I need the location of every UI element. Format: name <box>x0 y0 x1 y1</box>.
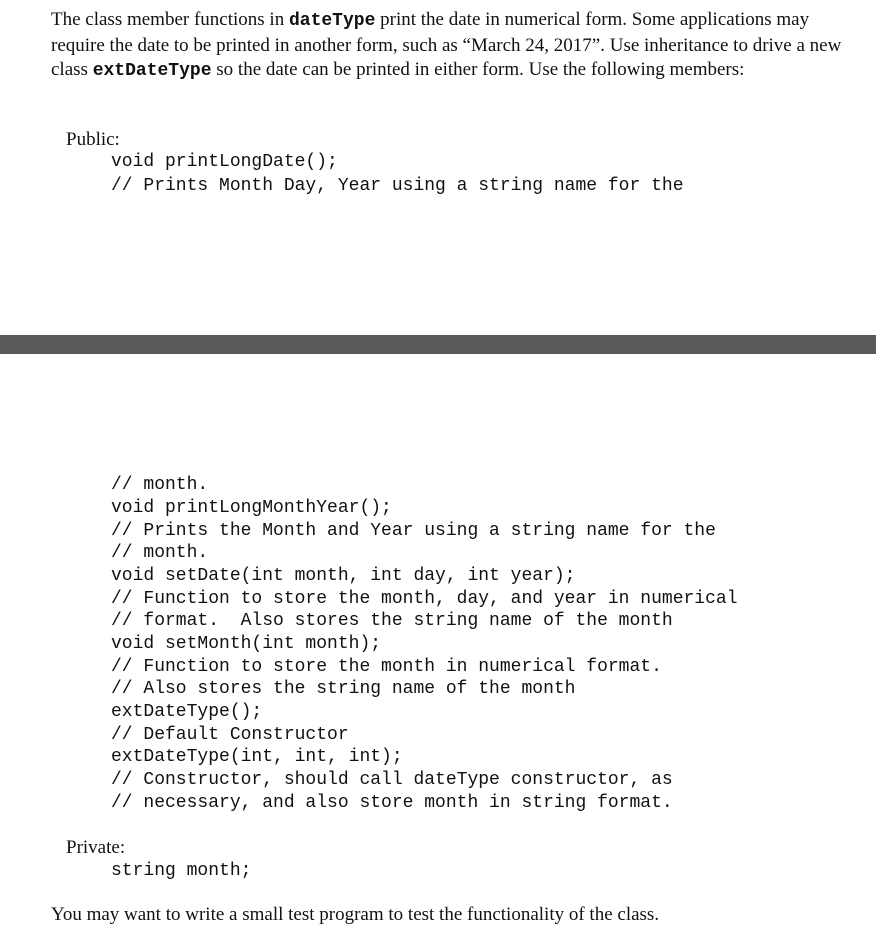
private-label: Private: <box>66 837 126 858</box>
intro-text-2: print the date in numerical form. Some applications may require the date to be printed in another form, such as “March 24, 2017”. Use inheritance to drive a new class <box>51 9 842 80</box>
code-line: extDateType(); <box>111 702 263 722</box>
code-line: // Default Constructor <box>111 725 349 745</box>
page-divider <box>0 335 876 354</box>
code-line: void setMonth(int month); <box>111 634 382 654</box>
code-line: void setDate(int month, int day, int year); <box>111 566 576 586</box>
intro-text-3: so the date can be printed in either form. Use the following members: <box>211 59 745 80</box>
intro-paragraph <box>51 8 851 84</box>
code-line: // Prints Month Day, Year using a string name for the <box>111 176 684 196</box>
code-line: // Function to store the month in numerical format. <box>111 657 662 677</box>
code-line: // Also stores the string name of the month <box>111 679 576 699</box>
code-line: void printLongDate(); <box>111 152 338 172</box>
class-name-extdatetype: extDateType <box>92 61 212 81</box>
footer-note: You may want to write a small test program to test the functionality of the class. <box>51 904 660 925</box>
code-line: extDateType(int, int, int); <box>111 747 403 767</box>
class-name-datetype: dateType <box>288 11 376 31</box>
code-line: // Constructor, should call dateType constructor, as <box>111 770 673 790</box>
code-line: // Function to store the month, day, and year in numerical <box>111 589 738 609</box>
code-line: // Prints the Month and Year using a string name for the <box>111 521 716 541</box>
private-code-line: string month; <box>111 861 252 881</box>
code-line: void printLongMonthYear(); <box>111 498 392 518</box>
code-line: // month. <box>111 475 209 495</box>
public-label: Public: <box>66 129 120 150</box>
code-line: // month. <box>111 543 209 563</box>
intro-text-1: The class member functions in <box>51 9 289 30</box>
code-line: // format. Also stores the string name of the month <box>111 611 673 631</box>
code-line: // necessary, and also store month in string format. <box>111 793 673 813</box>
